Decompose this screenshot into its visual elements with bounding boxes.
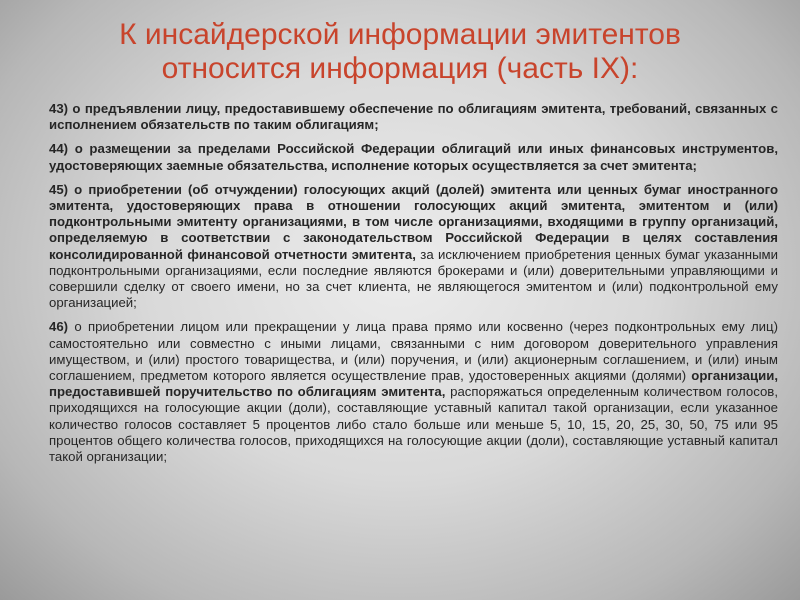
item-text-regular: о приобретении лицом или прекращении у лица права прямо или косвенно (через подконтрольных ему лиц) самостоятельно или совместно с иными лицами, связанными с ним договором доверительного управления имуществом, и (или) простого товарищества, и (или) поручения, и (или) акционерным соглашением, и (или) иным соглашением, предметом которого является осуществление прав, удостоверенных акциями (долями) [49,319,778,384]
slide-title [0,0,800,86]
list-item-44 [49,141,778,173]
list-item-43 [49,101,778,133]
slide-title-line-2: относится информация (часть IX): [161,52,639,85]
item-text-bold: 44) о размещении за пределами Российской Федерации облигаций или иных финансовых инструментов, удостоверяющих заемные обязательства, исполнение которых осуществляется за счет эмитента; [49,141,778,173]
item-number: 46) [49,319,69,335]
slide-body [49,101,778,473]
list-item-45 [49,182,778,312]
item-text-regular: распоряжаться определенным количеством голосов, приходящихся на голосующие акции (доли), составляющие уставный капитал такой организации, если указанное количество голосов составляет 5 процентов либо стало больше или меньше 5, 10, 15, 20, 25, 30, 50, 75 или 95 процентов общего количества голосов, приходящихся на голосующие акции (доли), составляющие уставный капитал такой организации; [49,384,778,465]
item-text-bold: 45) о приобретении (об отчуждении) голосующих акций (долей) эмитента или ценных бумаг иностранного эмитента, удостоверяющих права в отношении голосующих акций эмитента, эмитентом и (или) подконтрольными эмитенту организациями, в том числе организациями, входящими в группу организаций, определяемую в соответствии с законодательством Российской Федерации в целях составления консолидированной финансовой отчетности эмитента, [49,181,778,262]
item-text-bold: организации, предоставившей поручительство по облигациям эмитента, [49,368,778,400]
slide-title-line-1: К инсайдерской информации эмитентов [119,18,681,51]
item-text-bold: 43) о предъявлении лицу, предоставившему обеспечение по облигациям эмитента, требований, связанных с исполнением обязательств по таким облигациям; [49,101,778,133]
list-item-46 [49,319,778,465]
item-text-regular: за исключением приобретения ценных бумаг указанными подконтрольными организациями, если последние являются брокерами и (или) доверительными управляющими и совершили сделку от своего имени, но за счет клиента, не являющегося эмитентом и (или) подконтрольной ему организацией; [49,246,778,311]
